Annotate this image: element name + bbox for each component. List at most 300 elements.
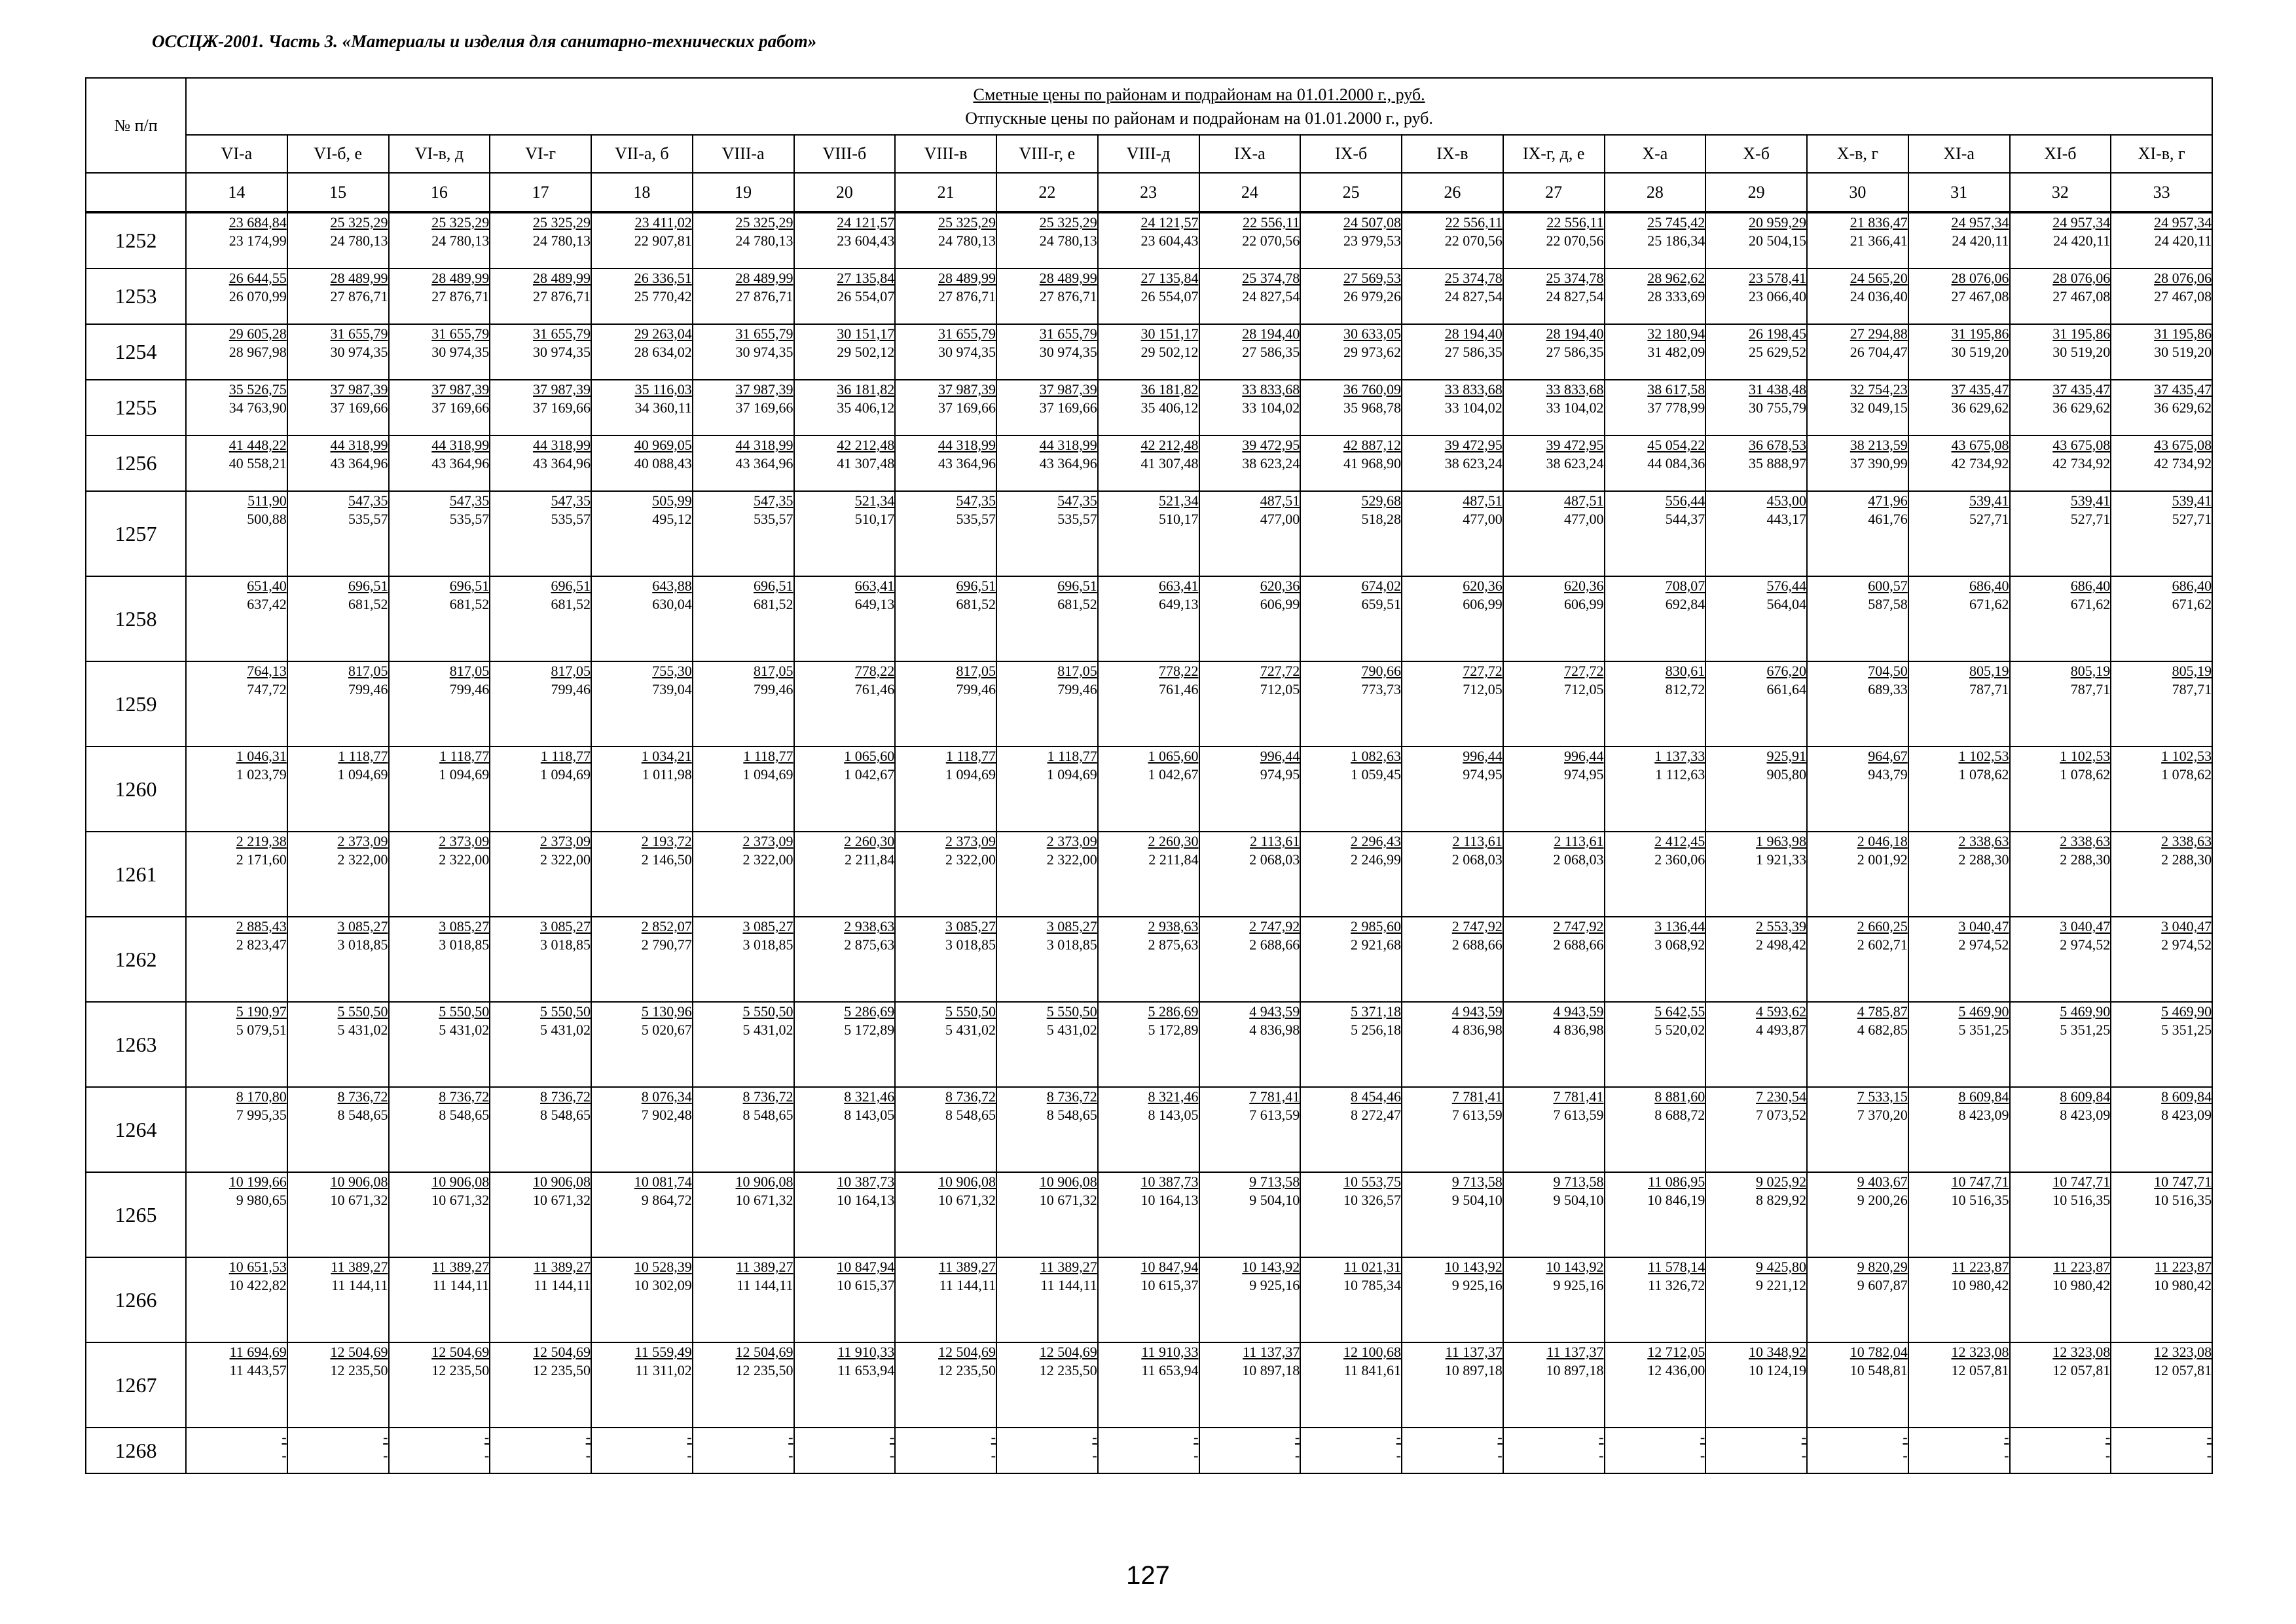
estimate-price: 2 113,61 <box>1554 833 1604 849</box>
price-cell <box>490 747 591 832</box>
release-price: 787,71 <box>1969 681 2009 697</box>
price-cell <box>794 212 896 268</box>
estimate-price: 31 438,48 <box>1749 381 1806 397</box>
estimate-price: 35 526,75 <box>228 381 287 397</box>
release-price: 10 897,18 <box>1444 1362 1503 1378</box>
price-cell <box>1605 1257 1706 1342</box>
estimate-price: 10 747,71 <box>2154 1173 2212 1190</box>
estimate-price: 696,51 <box>551 578 591 594</box>
price-cell <box>1908 1172 2010 1257</box>
release-price: 7 613,59 <box>1451 1107 1503 1123</box>
price-cell <box>2111 1172 2212 1257</box>
district-header: XI-б <box>2010 135 2111 173</box>
price-cell <box>1605 576 1706 661</box>
release-price: 34 763,90 <box>228 399 287 416</box>
release-price: 4 493,87 <box>1756 1022 1806 1038</box>
price-cell <box>1402 435 1503 491</box>
estimate-price: 12 323,08 <box>1951 1344 2009 1360</box>
release-price: 12 235,50 <box>1039 1362 1097 1378</box>
price-cell <box>1705 1172 1807 1257</box>
page-number: 127 <box>1126 1561 1170 1590</box>
release-price: 8 143,05 <box>1148 1107 1199 1123</box>
release-price: 3 018,85 <box>1046 936 1097 953</box>
price-cell <box>2010 491 2111 576</box>
price-cell <box>2010 268 2111 324</box>
release-price: 37 390,99 <box>1850 455 1908 471</box>
estimate-price: 31 195,86 <box>2052 325 2111 342</box>
release-price: 535,57 <box>449 511 490 527</box>
price-cell <box>1402 324 1503 380</box>
release-price: 38 623,24 <box>1546 455 1604 471</box>
price-cell <box>1605 1342 1706 1428</box>
price-cell <box>490 1257 591 1342</box>
estimate-price: 31 195,86 <box>1951 325 2009 342</box>
price-cell <box>186 268 287 324</box>
release-price: 606,99 <box>1260 596 1300 612</box>
estimate-price: 830,61 <box>1665 663 1705 679</box>
price-cell <box>1503 747 1605 832</box>
release-price: 799,46 <box>1057 681 1097 697</box>
release-price: 2 288,30 <box>1958 851 2009 868</box>
release-price: 5 351,25 <box>2161 1022 2212 1038</box>
release-price: 10 846,19 <box>1647 1192 1705 1208</box>
estimate-price: 25 374,78 <box>1242 270 1300 286</box>
estimate-price: 2 260,30 <box>844 833 895 849</box>
column-number: 28 <box>1605 173 1706 212</box>
price-cell <box>1605 435 1706 491</box>
row-number: 1266 <box>86 1257 186 1342</box>
row-number: 1254 <box>86 324 186 380</box>
release-price: 712,05 <box>1463 681 1503 697</box>
release-price: 2 322,00 <box>742 851 793 868</box>
row-number: 1268 <box>86 1428 186 1473</box>
price-cell <box>895 1257 996 1342</box>
district-header: IX-а <box>1199 135 1301 173</box>
release-price: 11 326,72 <box>1648 1277 1705 1293</box>
release-price: 2 688,66 <box>1451 936 1503 953</box>
table-row <box>86 747 2212 832</box>
estimate-price: - <box>889 1429 895 1445</box>
release-price: 799,46 <box>956 681 996 697</box>
release-price: 11 311,02 <box>635 1362 692 1378</box>
release-price: 37 169,66 <box>1039 399 1097 416</box>
price-cell <box>693 1428 794 1473</box>
estimate-price: 5 469,90 <box>2060 1003 2111 1020</box>
release-price: 10 302,09 <box>634 1277 692 1293</box>
release-price: 564,04 <box>1766 596 1806 612</box>
estimate-price: 30 151,17 <box>837 325 895 342</box>
price-cell <box>1402 1257 1503 1342</box>
estimate-price: 727,72 <box>1463 663 1503 679</box>
release-price: 649,13 <box>1159 596 1199 612</box>
price-cell <box>895 747 996 832</box>
price-cell <box>1908 576 2010 661</box>
price-cell <box>2111 435 2212 491</box>
estimate-price: 817,05 <box>348 663 388 679</box>
estimate-price: 37 987,39 <box>330 381 388 397</box>
release-price: - <box>2105 1447 2111 1464</box>
price-cell <box>693 491 794 576</box>
column-number: 14 <box>186 173 287 212</box>
release-price: 23 604,43 <box>1140 232 1199 249</box>
price-cell <box>1807 212 1908 268</box>
estimate-price: 8 609,84 <box>2060 1088 2111 1105</box>
release-price: 671,62 <box>2172 596 2212 612</box>
release-price: 44 084,36 <box>1647 455 1705 471</box>
estimate-price: 10 906,08 <box>431 1173 490 1190</box>
release-price: 2 211,84 <box>1148 851 1199 868</box>
estimate-price: 727,72 <box>1564 663 1604 679</box>
price-cell <box>2010 212 2111 268</box>
estimate-price: 10 747,71 <box>1951 1173 2009 1190</box>
price-cell <box>591 576 693 661</box>
price-cell <box>186 1342 287 1428</box>
estimate-price: 10 143,92 <box>1444 1259 1503 1275</box>
title-estimate: Сметные цены по районам и подрайонам на 01.01.2000 г., руб. <box>973 84 1425 104</box>
price-cell <box>895 1342 996 1428</box>
release-price: 943,79 <box>1868 766 1908 783</box>
estimate-price: 11 389,27 <box>533 1259 591 1275</box>
price-cell <box>490 268 591 324</box>
estimate-price: 764,13 <box>247 663 287 679</box>
release-price: 30 974,35 <box>1039 344 1097 360</box>
estimate-price: 25 745,42 <box>1647 214 1705 231</box>
price-cell <box>2010 1172 2111 1257</box>
table-row <box>86 1172 2212 1257</box>
estimate-price: 29 605,28 <box>228 325 287 342</box>
release-price: 33 104,02 <box>1444 399 1503 416</box>
price-cell <box>186 1087 287 1172</box>
release-price: 1 094,69 <box>1046 766 1097 783</box>
estimate-price: 12 504,69 <box>330 1344 388 1360</box>
price-cell <box>287 212 389 268</box>
estimate-price: 487,51 <box>1260 492 1300 509</box>
price-cell <box>1605 324 1706 380</box>
estimate-price: 12 504,69 <box>533 1344 591 1360</box>
estimate-price: 5 642,55 <box>1654 1003 1705 1020</box>
price-cell <box>2111 1087 2212 1172</box>
price-cell <box>1199 917 1301 1002</box>
price-cell <box>1908 491 2010 576</box>
price-cell <box>1199 212 1301 268</box>
release-price: 773,73 <box>1361 681 1401 697</box>
row-number: 1257 <box>86 491 186 576</box>
release-price: 40 088,43 <box>634 455 692 471</box>
release-price: 495,12 <box>652 511 692 527</box>
district-header: VIII-г, е <box>996 135 1098 173</box>
price-cell <box>1503 576 1605 661</box>
price-cell <box>1402 576 1503 661</box>
estimate-price: 5 130,96 <box>641 1003 692 1020</box>
release-price: 43 364,96 <box>938 455 996 471</box>
release-price: 11 653,94 <box>837 1362 895 1378</box>
release-price: 31 482,09 <box>1647 344 1705 360</box>
release-price: 787,71 <box>2172 681 2212 697</box>
column-number: 24 <box>1199 173 1301 212</box>
price-cell <box>996 1342 1098 1428</box>
estimate-price: 547,35 <box>1057 492 1097 509</box>
price-cell <box>996 212 1098 268</box>
estimate-price: 30 633,05 <box>1343 325 1401 342</box>
estimate-price: 22 556,11 <box>1445 214 1503 231</box>
price-cell <box>1402 268 1503 324</box>
price-cell <box>996 324 1098 380</box>
price-cell <box>1807 1342 1908 1428</box>
release-price: 9 504,10 <box>1553 1192 1604 1208</box>
release-price: 518,28 <box>1361 511 1401 527</box>
release-price: 2 001,92 <box>1857 851 1908 868</box>
price-cell <box>389 212 490 268</box>
price-cell <box>1503 832 1605 917</box>
price-cell <box>389 576 490 661</box>
price-cell <box>287 1087 389 1172</box>
price-cell <box>490 435 591 491</box>
price-cell <box>1098 661 1199 747</box>
release-price: 23 066,40 <box>1749 288 1806 304</box>
column-number: 17 <box>490 173 591 212</box>
estimate-price: 2 747,92 <box>1249 918 1300 934</box>
price-cell <box>186 1257 287 1342</box>
estimate-price: 453,00 <box>1766 492 1806 509</box>
release-price: 12 235,50 <box>938 1362 996 1378</box>
release-price: 24 827,54 <box>1546 288 1604 304</box>
estimate-price: 11 223,87 <box>2053 1259 2111 1275</box>
release-price: 2 322,00 <box>945 851 996 868</box>
estimate-price: - <box>1396 1429 1401 1445</box>
release-price: 9 504,10 <box>1451 1192 1503 1208</box>
release-price: 30 519,20 <box>2154 344 2212 360</box>
estimate-price: 9 425,80 <box>1756 1259 1806 1275</box>
price-cell <box>591 1257 693 1342</box>
price-cell <box>2111 1428 2212 1473</box>
release-price: 37 169,66 <box>330 399 388 416</box>
price-cell <box>389 1172 490 1257</box>
price-cell <box>1807 1172 1908 1257</box>
price-cell <box>287 1257 389 1342</box>
price-cell <box>1807 917 1908 1002</box>
estimate-price: 7 781,41 <box>1553 1088 1604 1105</box>
price-cell <box>996 268 1098 324</box>
row-number: 1256 <box>86 435 186 491</box>
estimate-price: 33 833,68 <box>1444 381 1503 397</box>
row-number: 1265 <box>86 1172 186 1257</box>
release-price: 671,62 <box>1969 596 2009 612</box>
estimate-price: 8 736,72 <box>540 1088 591 1105</box>
estimate-price: 2 852,07 <box>641 918 692 934</box>
price-cell <box>1503 1257 1605 1342</box>
release-price: 24 420,11 <box>1952 232 2009 249</box>
release-price: 37 778,99 <box>1647 399 1705 416</box>
estimate-price: 5 469,90 <box>1958 1003 2009 1020</box>
price-cell <box>287 1342 389 1428</box>
release-price: 1 921,33 <box>1756 851 1806 868</box>
price-cell <box>1199 832 1301 917</box>
release-price: 10 671,32 <box>431 1192 490 1208</box>
estimate-price: 31 195,86 <box>2154 325 2212 342</box>
price-cell <box>287 1002 389 1087</box>
release-price: 11 144,11 <box>939 1277 996 1293</box>
release-price: 535,57 <box>1057 511 1097 527</box>
release-price: - <box>1700 1447 1705 1464</box>
price-cell <box>996 576 1098 661</box>
estimate-price: 10 906,08 <box>330 1173 388 1190</box>
estimate-price: 38 617,58 <box>1647 381 1705 397</box>
estimate-price: 24 957,34 <box>2154 214 2212 231</box>
release-price: 36 629,62 <box>2052 399 2111 416</box>
district-header: X-а <box>1605 135 1706 173</box>
release-price: - <box>585 1447 591 1464</box>
estimate-price: 11 223,87 <box>2154 1259 2212 1275</box>
price-cell <box>895 1172 996 1257</box>
estimate-price: 31 655,79 <box>330 325 388 342</box>
price-cell <box>1807 268 1908 324</box>
estimate-price: 10 348,92 <box>1749 1344 1806 1360</box>
estimate-price: 8 736,72 <box>742 1088 793 1105</box>
price-cell <box>287 1428 389 1473</box>
release-price: 3 018,85 <box>337 936 388 953</box>
release-price: 28 333,69 <box>1647 288 1705 304</box>
estimate-price: 643,88 <box>652 578 692 594</box>
release-price: 681,52 <box>1057 596 1097 612</box>
estimate-price: 9 025,92 <box>1756 1173 1806 1190</box>
estimate-price: 817,05 <box>1057 663 1097 679</box>
release-price: 27 876,71 <box>330 288 388 304</box>
price-cell <box>895 435 996 491</box>
release-price: 24 780,13 <box>735 232 793 249</box>
estimate-price: - <box>1903 1429 1908 1445</box>
release-price: 606,99 <box>1463 596 1503 612</box>
release-price: 22 070,56 <box>1444 232 1503 249</box>
estimate-price: 8 736,72 <box>439 1088 490 1105</box>
release-price: 2 974,52 <box>1958 936 2009 953</box>
estimate-price: 37 987,39 <box>533 381 591 397</box>
estimate-price: 10 528,39 <box>634 1259 692 1275</box>
release-price: 10 671,32 <box>938 1192 996 1208</box>
release-price: 10 615,37 <box>1140 1277 1199 1293</box>
release-price: 2 211,84 <box>845 851 895 868</box>
column-number: 22 <box>996 173 1098 212</box>
table-row <box>86 1428 2212 1473</box>
price-cell <box>1402 212 1503 268</box>
estimate-price: 12 504,69 <box>735 1344 793 1360</box>
column-number: 15 <box>287 173 389 212</box>
price-cell <box>1605 1172 1706 1257</box>
release-price: 11 144,11 <box>1040 1277 1097 1293</box>
release-price: 29 502,12 <box>1140 344 1199 360</box>
estimate-price: 44 318,99 <box>533 437 591 453</box>
release-price: 5 079,51 <box>236 1022 287 1038</box>
price-cell <box>591 917 693 1002</box>
price-cell <box>794 1342 896 1428</box>
price-cell <box>1705 917 1807 1002</box>
release-price: 36 629,62 <box>2154 399 2212 416</box>
release-price: 8 688,72 <box>1654 1107 1705 1123</box>
estimate-price: 31 655,79 <box>938 325 996 342</box>
price-cell <box>287 747 389 832</box>
estimate-price: 5 550,50 <box>1046 1003 1097 1020</box>
estimate-price: 996,44 <box>1463 748 1503 764</box>
estimate-price: 37 435,47 <box>1951 381 2009 397</box>
price-cell <box>996 1172 1098 1257</box>
estimate-price: 7 230,54 <box>1756 1088 1806 1105</box>
estimate-price: 1 137,33 <box>1654 748 1705 764</box>
estimate-price: 28 194,40 <box>1444 325 1503 342</box>
estimate-price: 2 373,09 <box>1046 833 1097 849</box>
price-cell <box>794 380 896 435</box>
estimate-price: 5 550,50 <box>439 1003 490 1020</box>
release-price: 10 671,32 <box>533 1192 591 1208</box>
release-price: 24 780,13 <box>1039 232 1097 249</box>
estimate-price: 9 403,67 <box>1857 1173 1908 1190</box>
price-cell <box>186 1428 287 1473</box>
release-price: 37 169,66 <box>735 399 793 416</box>
column-number-blank <box>86 173 186 212</box>
estimate-price: 10 906,08 <box>938 1173 996 1190</box>
price-cell <box>2111 1257 2212 1342</box>
price-cell <box>1098 212 1199 268</box>
release-price: 30 974,35 <box>330 344 388 360</box>
estimate-price: 3 085,27 <box>1046 918 1097 934</box>
price-cell <box>1098 491 1199 576</box>
release-price: 535,57 <box>551 511 591 527</box>
price-cell <box>693 1342 794 1428</box>
price-cell <box>895 491 996 576</box>
release-price: 41 307,48 <box>837 455 895 471</box>
release-price: 2 322,00 <box>439 851 490 868</box>
release-price: - <box>1194 1447 1199 1464</box>
release-price: 905,80 <box>1766 766 1806 783</box>
release-price: 24 420,11 <box>2053 232 2111 249</box>
price-cell <box>794 1428 896 1473</box>
estimate-price: 2 660,25 <box>1857 918 1908 934</box>
price-cell <box>2111 576 2212 661</box>
price-cell <box>996 917 1098 1002</box>
estimate-price: 547,35 <box>551 492 591 509</box>
price-cell <box>996 1087 1098 1172</box>
estimate-price: 1 118,77 <box>1047 748 1097 764</box>
release-price: 2 974,52 <box>2161 936 2212 953</box>
price-cell <box>1908 747 2010 832</box>
release-price: 30 519,20 <box>1951 344 2009 360</box>
release-price: 535,57 <box>956 511 996 527</box>
price-cell <box>1402 1087 1503 1172</box>
release-price: 681,52 <box>956 596 996 612</box>
price-cell <box>2111 268 2212 324</box>
estimate-price: 7 781,41 <box>1249 1088 1300 1105</box>
estimate-price: 696,51 <box>754 578 793 594</box>
price-cell <box>1098 1172 1199 1257</box>
price-cell <box>794 1257 896 1342</box>
release-price: 4 836,98 <box>1249 1022 1300 1038</box>
estimate-price: 817,05 <box>551 663 591 679</box>
price-cell <box>389 832 490 917</box>
estimate-price: 42 212,48 <box>1140 437 1199 453</box>
estimate-price: 25 325,29 <box>330 214 388 231</box>
release-price: 43 364,96 <box>735 455 793 471</box>
release-price: 2 068,03 <box>1553 851 1604 868</box>
price-cell <box>1705 268 1807 324</box>
release-price: - <box>788 1447 793 1464</box>
price-cell <box>693 1087 794 1172</box>
release-price: 22 070,56 <box>1242 232 1300 249</box>
estimate-price: 8 170,80 <box>236 1088 287 1105</box>
release-price: 8 548,65 <box>439 1107 490 1123</box>
release-price: 2 498,42 <box>1756 936 1806 953</box>
estimate-price: 9 820,29 <box>1857 1259 1908 1275</box>
release-price: 25 629,52 <box>1749 344 1806 360</box>
district-header: X-в, г <box>1807 135 1908 173</box>
estimate-price: 696,51 <box>1057 578 1097 594</box>
